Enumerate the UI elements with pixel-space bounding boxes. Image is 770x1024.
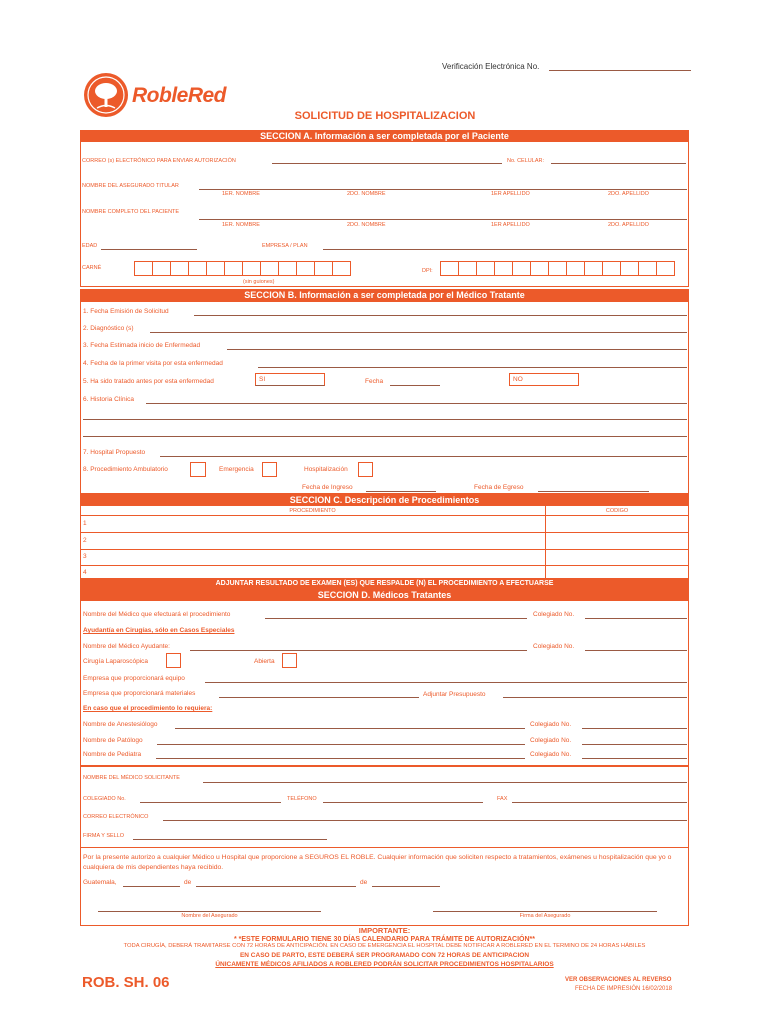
table-column-divider [545,506,546,579]
table-row[interactable]: 2 [83,537,87,544]
requester-name-label: NOMBRE DEL MÉDICO SOLICITANTE [83,775,180,781]
digit-box[interactable] [602,261,621,276]
field-7-input[interactable] [160,456,687,457]
age-label: EDAD [82,243,98,249]
patient-first-surname: 1ER APELLIDO [491,222,530,228]
digit-box[interactable] [224,261,243,276]
insured-first-surname: 1ER APELLIDO [491,191,530,197]
procedures-table [80,506,689,579]
insured-signature-caption: Firma del Asegurado [519,913,571,919]
laparoscopic-checkbox[interactable] [166,653,181,668]
doctor-colegiado-input[interactable] [585,618,687,619]
requester-email-label: CORREO ELECTRÓNICO [83,814,149,820]
assistant-colegiado-label: Colegiado No. [533,643,575,650]
requester-colegiado-input[interactable] [140,802,281,803]
no-label: NO [513,376,523,383]
consent-city: Guatemala, [83,879,117,886]
digit-box[interactable] [530,261,549,276]
field-4-label: 4. Fecha de la primer visita por esta enfermedad [83,360,223,367]
emergencia-label: Emergencia [219,466,254,473]
insured-label: NOMBRE DEL ASEGURADO TITULAR [82,183,179,189]
insured-signature-line[interactable] [433,911,657,912]
field-6-line-1[interactable] [146,403,687,404]
hospitalizacion-checkbox[interactable] [358,462,373,477]
doctor-label: Nombre del Médico que efectuará el procedimiento [83,611,231,618]
table-row[interactable]: 4 [83,569,87,576]
field-6-label: 6. Historia Clínica [83,396,134,403]
patient-second-surname: 2DO. APELLIDO [608,222,649,228]
table-row-divider [80,532,689,533]
dpi-number-boxes[interactable] [440,261,675,276]
section-b-frame [80,302,689,494]
digit-box[interactable] [314,261,333,276]
digit-box[interactable] [440,261,459,276]
consent-de-1: de [184,879,192,886]
digit-box[interactable] [260,261,279,276]
age-field[interactable] [101,249,197,250]
pathologist-colegiado-label: Colegiado No. [530,737,572,744]
assistance-title: Ayudantía en Cirugías, sólo en Casos Especiales [83,627,235,634]
important-line-2: TODA CIRUGÍA, DEBERÁ TRAMITARSE CON 72 HORAS DE ANTICIPACIÓN. EN CASO DE EMERGENCIA EL HOSPITAL DEBE NOTIFICAR A ROBLERED EN EL TERMINO DE 24 HORAS HÁBILES [123,943,646,949]
oak-tree-logo-icon [83,72,129,118]
requester-email-input[interactable] [163,820,687,821]
requester-phone-input[interactable] [323,802,483,803]
digit-box[interactable] [512,261,531,276]
digit-box[interactable] [296,261,315,276]
digit-box[interactable] [638,261,657,276]
email-field[interactable] [272,163,502,164]
field-6-line-3[interactable] [83,436,687,437]
insured-name-caption: Nombre del Asegurado [181,913,238,919]
si-box[interactable] [255,373,325,386]
patient-field[interactable] [199,219,687,220]
budget-label: Adjuntar Presupuesto [423,691,486,698]
anesthesiologist-input[interactable] [175,728,525,729]
company-label: EMPRESA / PLAN [262,243,308,249]
field-7-label: 7. Hospital Propuesto [83,449,146,456]
pediatrician-colegiado-input[interactable] [582,758,687,759]
important-line-1: * *ESTE FORMULARIO TIENE 30 DÍAS CALENDARIO PARA TRÁMITE DE AUTORIZACIÓN** [233,936,536,943]
budget-input[interactable] [503,697,687,698]
digit-box[interactable] [134,261,153,276]
doctor-colegiado-label: Colegiado No. [533,611,575,618]
digit-box[interactable] [620,261,639,276]
section-b-title: SECCION B. Información a ser completada por el Médico Tratante [80,289,689,302]
field-5-label: 5. Ha sido tratado antes por esta enfermedad [83,378,214,385]
field-3-input[interactable] [227,349,687,350]
verification-label: Verificación Electrónica No. [442,62,540,71]
fecha-label: Fecha [365,378,384,385]
requester-fax-label: FAX [497,796,508,802]
digit-box[interactable] [170,261,189,276]
open-surgery-label: Abierta [254,658,275,665]
pediatrician-label: Nombre de Pediatra [83,751,142,758]
digit-box[interactable] [566,261,585,276]
see-reverse-note: VER OBSERVACIONES AL REVERSO [565,977,672,983]
anesthesiologist-colegiado-input[interactable] [582,728,687,729]
doctor-input[interactable] [265,618,527,619]
important-line-4: ÚNICAMENTE MÉDICOS AFILIADOS A ROBLERED PODRÁN SOLICITAR PROCEDIMIENTOS HOSPITALARIOS [215,961,554,968]
patient-first-name: 1ER. NOMBRE [222,222,260,228]
card-label: CARNÉ [82,265,102,271]
card-hint: (sin guiones) [243,279,275,285]
insured-name-signature-line[interactable] [98,911,321,912]
digit-box[interactable] [476,261,495,276]
cell-label: No. CELULAR: [507,158,544,164]
anesthesiologist-colegiado-label: Colegiado No. [530,721,572,728]
digit-box[interactable] [548,261,567,276]
pediatrician-input[interactable] [156,758,525,759]
fecha-ingreso-input[interactable] [366,491,436,492]
verification-field[interactable] [549,70,691,71]
requester-colegiado-label: COLEGIADO No. [83,796,126,802]
consent-month-input[interactable] [196,886,356,887]
pathologist-label: Nombre de Patólogo [83,737,143,744]
digit-box[interactable] [458,261,477,276]
section-c-title: SECCION C. Descripción de Procedimientos [80,494,689,506]
materials-label: Empresa que proporcionará materiales [83,690,196,697]
requester-fax-input[interactable] [512,802,687,803]
materials-input[interactable] [219,697,419,698]
section-d-title: SECCION D. Médicos Tratantes [317,590,452,600]
requester-name-input[interactable] [203,782,687,783]
laparoscopic-label: Cirugía Laparoscópica [83,658,149,665]
assistant-colegiado-input[interactable] [585,650,687,651]
field-2-label: 2. Diagnóstico (s) [83,325,134,332]
digit-box[interactable] [332,261,351,276]
fecha-egreso-input[interactable] [538,491,649,492]
field-1-input[interactable] [194,315,687,316]
assistant-input[interactable] [190,650,527,651]
equipment-label: Empresa que proporcionará equipo [83,675,185,682]
digit-box[interactable] [188,261,207,276]
table-row[interactable]: 3 [83,553,87,560]
digit-box[interactable] [656,261,675,276]
consent-de-2: de [360,879,368,886]
consent-text: Por la presente autorizo a cualquier Médico u Hospital que proporcione a SEGUROS EL ROBLE. Cualquier información que soliciten respecto a tratamientos, exámenes u hospitalización que yo o cualquiera de mis dependientes haya recibido. [83,854,672,871]
field-6-line-2[interactable] [83,419,687,420]
digit-box[interactable] [206,261,225,276]
open-surgery-checkbox[interactable] [282,653,297,668]
fecha-ingreso-label: Fecha de Ingreso [302,484,353,491]
print-date: FECHA DE IMPRESIÓN 16/02/2018 [575,986,673,992]
attach-notice: ADJUNTAR RESULTADO DE EXAMEN (ES) QUE RESPALDE (N) EL PROCEDIMIENTO A EFECTUARSE [215,580,554,587]
fecha-egreso-label: Fecha de Egreso [474,484,524,491]
digit-box[interactable] [278,261,297,276]
anesthesiologist-label: Nombre de Anestesiólogo [83,721,158,728]
assistant-label: Nombre del Médico Ayudante: [83,643,170,650]
required-title: En caso que el procedimiento lo requiera: [83,705,213,712]
ambulatorio-checkbox[interactable] [190,462,206,477]
page-title: SOLICITUD DE HOSPITALIZACION [294,110,476,122]
pediatrician-colegiado-label: Colegiado No. [530,751,572,758]
company-field[interactable] [323,249,687,250]
consent-year-input[interactable] [372,886,440,887]
table-row-divider [80,565,689,566]
patient-label: NOMBRE COMPLETO DEL PACIENTE [82,209,180,215]
insured-second-name: 2DO. NOMBRE [347,191,386,197]
requester-phone-label: TELÉFONO [287,796,317,802]
digit-box[interactable] [152,261,171,276]
section-a-title: SECCION A. Información a ser completada por el Paciente [80,130,689,142]
pathologist-input[interactable] [157,744,525,745]
table-header-divider [80,515,689,516]
equipment-input[interactable] [205,682,687,683]
emergencia-checkbox[interactable] [262,462,277,477]
table-row[interactable]: 1 [83,520,87,527]
section-d-frame [80,601,689,766]
brand-name: RobleRed [132,84,227,107]
digit-box[interactable] [584,261,603,276]
requester-signature-label: FIRMA Y SELLO [83,833,125,839]
patient-second-name: 2DO. NOMBRE [347,222,386,228]
field-2-input[interactable] [150,332,687,333]
card-number-boxes[interactable] [134,261,351,276]
important-title: IMPORTANTE: [358,926,411,935]
insured-first-name: 1ER. NOMBRE [222,191,260,197]
important-line-3: EN CASO DE PARTO, ESTE DEBERÁ SER PROGRAMADO CON 72 HORAS DE ANTICIPACION [239,952,530,959]
requester-signature-input[interactable] [133,839,327,840]
consent-day-input[interactable] [123,886,180,887]
col-code-header: CODIGO [605,508,629,514]
digit-box[interactable] [494,261,513,276]
insured-field[interactable] [199,189,687,190]
email-label: CORREO (s) ELECTRÓNICO PARA ENVIAR AUTORIZACIÓN [82,158,236,164]
field-1-label: 1. Fecha Emisión de Solicitud [83,308,169,315]
pathologist-colegiado-input[interactable] [582,744,687,745]
digit-box[interactable] [242,261,261,276]
fecha-input[interactable] [390,385,440,386]
form-code: ROB. SH. 06 [82,974,170,991]
dpi-label: DPI: [422,268,433,274]
insured-second-surname: 2DO. APELLIDO [608,191,649,197]
si-label: SI [259,376,266,383]
table-row-divider [80,549,689,550]
field-3-label: 3. Fecha Estimada inicio de Enfermedad [83,342,201,349]
field-8-label: 8. Procedimiento Ambulatorio [83,466,168,473]
cell-field[interactable] [551,163,686,164]
hospitalizacion-label: Hospitalización [304,466,348,473]
field-4-input[interactable] [258,367,687,368]
col-procedure-header: PROCEDIMIENTO [289,508,336,514]
